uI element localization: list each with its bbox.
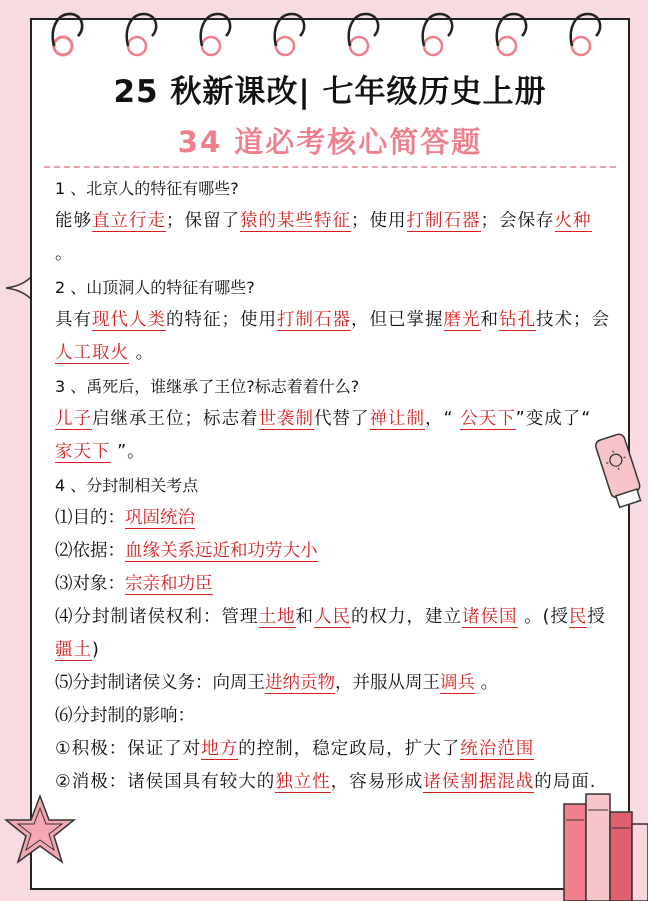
key-term: 疆土 <box>55 640 92 660</box>
item-rights <box>55 601 610 667</box>
key-term: 诸侯国 <box>462 607 518 627</box>
key-term: 人民 <box>314 607 351 627</box>
qa-content <box>55 172 610 799</box>
answer-text: 的局面. <box>534 772 597 792</box>
answer-text: 。 <box>129 343 155 363</box>
key-term: 猿的某些特征 <box>240 211 351 231</box>
key-term: 直立行走 <box>92 211 166 231</box>
key-term: 统治范围 <box>460 739 535 759</box>
key-term: 磨光 <box>443 310 481 330</box>
page-title: 25 秋新课改| 七年级历史上册 <box>113 74 547 110</box>
key-term: 宗亲和功臣 <box>125 574 213 594</box>
key-term: 巩固统治 <box>125 508 195 528</box>
answer-text: ；保留了 <box>166 211 240 231</box>
answer-text: ，“ <box>425 409 461 429</box>
answer-text: 启继承王位；标志着 <box>92 409 259 429</box>
key-term: 民 <box>568 607 588 627</box>
answer-text: ①积极：保证了对 <box>55 739 202 759</box>
key-term: 诸侯割据混战 <box>423 772 535 792</box>
answer-3 <box>55 403 610 469</box>
item-target <box>55 568 610 601</box>
answer-2 <box>55 304 610 370</box>
answer-text: 的特征；使用 <box>166 310 277 330</box>
item-impact: ⑹分封制的影响： <box>55 706 195 726</box>
key-term: 打制石器 <box>406 211 481 231</box>
books-stack-icon <box>556 790 648 901</box>
key-term: 打制石器 <box>277 310 351 330</box>
page-subtitle: 34 道必考核心简答题 <box>177 125 483 159</box>
key-term: 火种 <box>554 211 592 231</box>
answer-text: ；会保存 <box>480 211 555 231</box>
answer-text: ⑶对象： <box>55 574 125 594</box>
impact-positive <box>55 733 610 766</box>
key-term: 调兵 <box>440 673 475 693</box>
answer-text: 技术；会 <box>536 310 610 330</box>
key-term: 世袭制 <box>258 409 314 429</box>
answer-text: ⑷分封制诸侯权利：管理 <box>55 607 259 627</box>
question-3: 3 、禹死后，谁继承了王位?标志着着什么? <box>55 377 360 396</box>
question-4: 4 、分封制相关考点 <box>55 476 199 495</box>
answer-text: ⑸分封制诸侯义务：向周王 <box>55 673 265 693</box>
sunscreen-tube-icon <box>588 430 648 510</box>
key-term: 土地 <box>258 607 296 627</box>
answer-text: ) <box>92 640 100 660</box>
key-term: 钻孔 <box>499 310 536 330</box>
answer-text: 和 <box>480 310 499 330</box>
answer-text: 代替了 <box>314 409 370 429</box>
key-term: 血缘关系远近和功劳大小 <box>125 541 318 561</box>
item-basis <box>55 535 610 568</box>
answer-text: ”变成了“ <box>515 409 592 429</box>
answer-text: ；使用 <box>351 211 407 231</box>
answer-text: ，容易形成 <box>330 772 424 792</box>
key-term: 独立性 <box>275 772 331 792</box>
star-doodle-icon <box>0 790 80 870</box>
question-2: 2 、山顶洞人的特征有哪些? <box>55 278 255 297</box>
key-term: 家天下 <box>55 442 111 462</box>
answer-text: 。 <box>55 244 74 264</box>
key-term: 禅让制 <box>369 409 425 429</box>
answer-text: 的权力，建立 <box>351 607 462 627</box>
answer-text: ②消极：诸侯国具有较大的 <box>55 772 276 792</box>
key-term: 公天下 <box>460 409 516 429</box>
answer-text: ”。 <box>110 442 146 462</box>
answer-text: 授 <box>587 607 606 627</box>
question-1: 1 、北京人的特征有哪些? <box>55 179 239 198</box>
answer-text: 能够 <box>55 211 92 231</box>
answer-1 <box>55 205 610 271</box>
key-term: 人工取火 <box>55 343 129 363</box>
answer-text: ，但已掌握 <box>351 310 444 330</box>
answer-text: 和 <box>295 607 314 627</box>
key-term: 儿子 <box>55 409 92 429</box>
key-term: 地方 <box>201 739 239 759</box>
answer-text: ，并服从周王 <box>335 673 440 693</box>
answer-text: ⑵依据： <box>55 541 125 561</box>
divider <box>44 166 616 168</box>
spiral-rings <box>0 0 648 70</box>
answer-text: 的控制，稳定政局，扩大了 <box>238 739 461 759</box>
item-duties <box>55 667 610 700</box>
answer-text: 。 <box>475 673 499 693</box>
answer-text: 具有 <box>55 310 92 330</box>
key-term: 现代人类 <box>92 310 166 330</box>
key-term: 进纳贡物 <box>265 673 335 693</box>
item-purpose <box>55 502 610 535</box>
answer-text: 。(授 <box>517 607 569 627</box>
impact-negative <box>55 766 610 799</box>
answer-text: ⑴目的： <box>55 508 125 528</box>
